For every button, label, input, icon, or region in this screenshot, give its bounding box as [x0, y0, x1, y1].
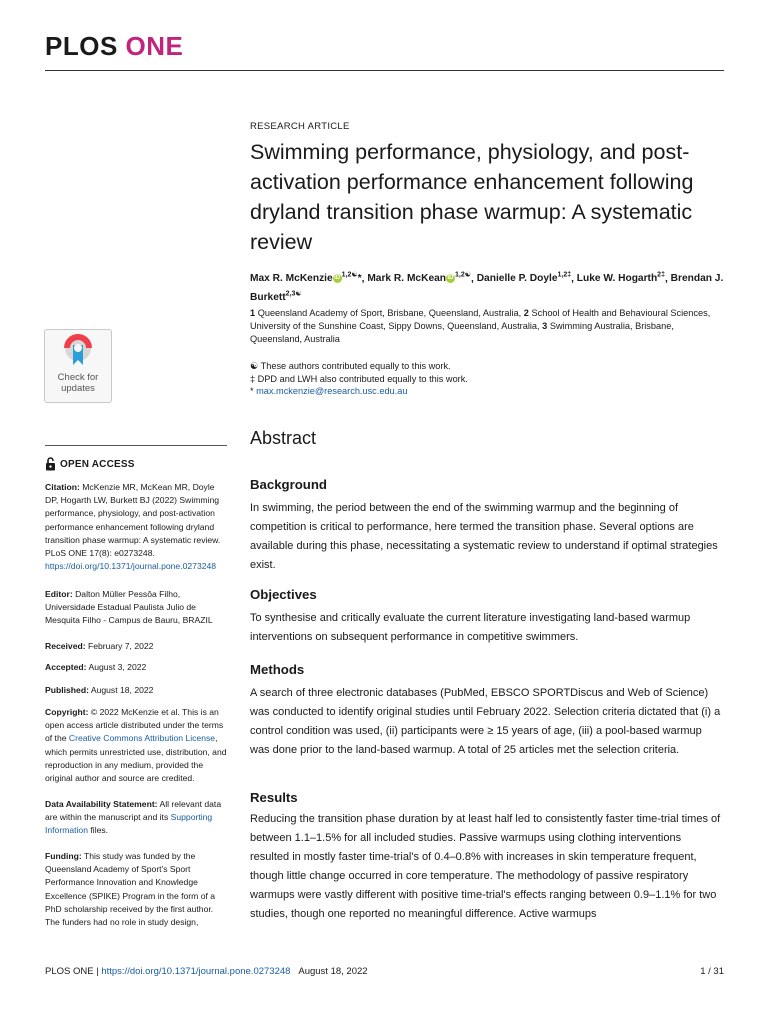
results-text: Reducing the transition phase duration by at least half led to consistently faster time-trial times of between 1.1–1.5% for all included studies. Passive warmups using clothing interventions resulted in mostly faster time-trial's of 0.4–0.8% with increases in skin temperature frequent, though little change occurred in core temperature. The methodology of passive respiratory warmups were vastly different with positive time-trial's effects ranging between 0.9–1.1% for two studies, though one reported no meaningful difference. Active warmups [250, 813, 721, 920]
crossmark-icon [62, 334, 94, 370]
methods-text: A search of three electronic databases (PubMed, EBSCO SPORTDiscus and Web of Science) was conducted to identify original studies until February 2022. Selection criteria dictated that (i) a control condition was used, (ii) participants were ≥ 15 years of age, (iii) a pool-based warmup was done prior to the land-based warmup. A total of 25 articles met the selection criteria. [250, 687, 721, 756]
copyright-block: Copyright: © 2022 McKenzie et al. This is an open access article distributed under the terms of the Creative Commons Attribution License, which permits unrestricted use, distribution, and reproduction in any medium, provided the original author and source are credited. [45, 707, 227, 784]
accepted-date: Accepted: August 3, 2022 [45, 662, 147, 672]
results-heading: Results [250, 790, 298, 805]
objectives-heading: Objectives [250, 587, 317, 602]
author[interactable]: Luke W. Hogarth$^{2\ddagger}$ [576, 272, 665, 285]
affiliations: 1 Queensland Academy of Sport, Brisbane, Queensland, Australia, 2 School of Health and Behavioural Sciences, University of the Sunshine Coast, Sippy Downs, Queensland, Australia, 3 Swimming Australia, Brisbane, Queensland, Australia [250, 308, 711, 344]
citation-block: Citation: McKenzie MR, McKean MR, Doyle DP, Hogarth LW, Burkett BJ (2022) Swimming performance, physiology, and post-activation performance enhancement following dryland transition phase warmup: A systematic review. PLoS ONE 17(8): e0273248. https://doi.org/10.1371/journal.pone.0273248 [45, 482, 221, 572]
methods-heading: Methods [250, 662, 305, 677]
author-list: Max R. McKenzie iD $^{1,2☯}$*, Mark R. McKean iD $^{1,2☯}$, Danielle P. Doyle$^{1,2\ddagger}$, Luke W. Hogarth$^{2\ddagger}$, Brendan J. Burkett$^{2,3☯}$ [250, 272, 724, 303]
check-for-updates-badge[interactable] [44, 329, 112, 403]
supporting-information-link[interactable]: Supporting Information [45, 812, 213, 836]
orcid-icon[interactable]: iD [334, 275, 341, 282]
objectives-text: To synthesise and critically evaluate the current literature investigating land-based warmup interventions on subsequent performance in competitive swimmers. [250, 612, 691, 643]
published-date: Published: August 18, 2022 [45, 685, 154, 695]
author[interactable]: Mark R. McKean iD $^{1,2☯}$ [367, 272, 472, 285]
article-title: Swimming performance, physiology, and post-activation performance enhancement following dryland transition phase warmup: A systematic review [250, 140, 694, 254]
background-heading: Background [250, 477, 327, 492]
equal-contribution-note: ☯ These authors contributed equally to this work. [250, 361, 451, 371]
orcid-icon[interactable]: iD [447, 275, 454, 282]
author-notes [250, 360, 720, 398]
editor-block: Editor: Dalton Müller Pessôa Filho, Universidade Estadual Paulista Julio de Mesquita Filho - Campus de Bauru, BRAZIL [45, 589, 213, 626]
journal-logo[interactable] [45, 33, 183, 59]
citation-doi-link[interactable]: https://doi.org/10.1371/journal.pone.0273248 [45, 561, 217, 572]
abstract-heading: Abstract [250, 428, 317, 448]
author[interactable]: Danielle P. Doyle$^{1,2\ddagger}$ [476, 272, 572, 285]
background-text: In swimming, the period between the end of the swimming warmup and the beginning of competition is critical to performance, here termed the transition phase. Several options are available during this phase, necessitating a systematic review to understand if optimal strategies exist. [250, 502, 718, 571]
open-lock-icon [45, 457, 56, 471]
sidebar-divider [45, 445, 227, 446]
page-footer: PLOS ONE | https://doi.org/10.1371/journal.pone.0273248 August 18, 2022 1 / 31 [45, 966, 724, 977]
received-date: Received: February 7, 2022 [45, 641, 154, 651]
article-type: RESEARCH ARTICLE [250, 121, 350, 132]
page-number: 1 / 31 [700, 966, 724, 977]
funding-block: Funding: This study was funded by the Queensland Academy of Sport's Sport Performance Innovation and Knowledge Excellence (SPIKE) Program in the form of a PhD scholarship received by the first author. The funders had no role in study design, [45, 851, 216, 928]
badge-label: Check for updates [57, 372, 99, 394]
dagger-note: ‡ DPD and LWH also contributed equally to this work. [250, 373, 468, 384]
header-divider [45, 70, 724, 71]
author[interactable]: Max R. McKenzie iD $^{1,2☯}$* [250, 272, 362, 285]
logo-plos: PLOS [45, 31, 118, 61]
data-availability-block: Data Availability Statement: All relevant data are within the manuscript and its Supporting Information files. [45, 799, 222, 836]
author[interactable]: Brendan J. Burkett$^{2,3☯}$ [250, 273, 724, 303]
footer-doi-link[interactable]: https://doi.org/10.1371/journal.pone.0273248 [101, 966, 291, 977]
logo-one: ONE [125, 31, 184, 61]
email-link[interactable]: max.mckenzie@research.usc.edu.au [256, 386, 408, 397]
open-access-label: OPEN ACCESS [45, 457, 135, 471]
license-link[interactable]: Creative Commons Attribution License [68, 733, 216, 744]
corresponding-email-note: * max.mckenzie@research.usc.edu.au [250, 386, 408, 397]
